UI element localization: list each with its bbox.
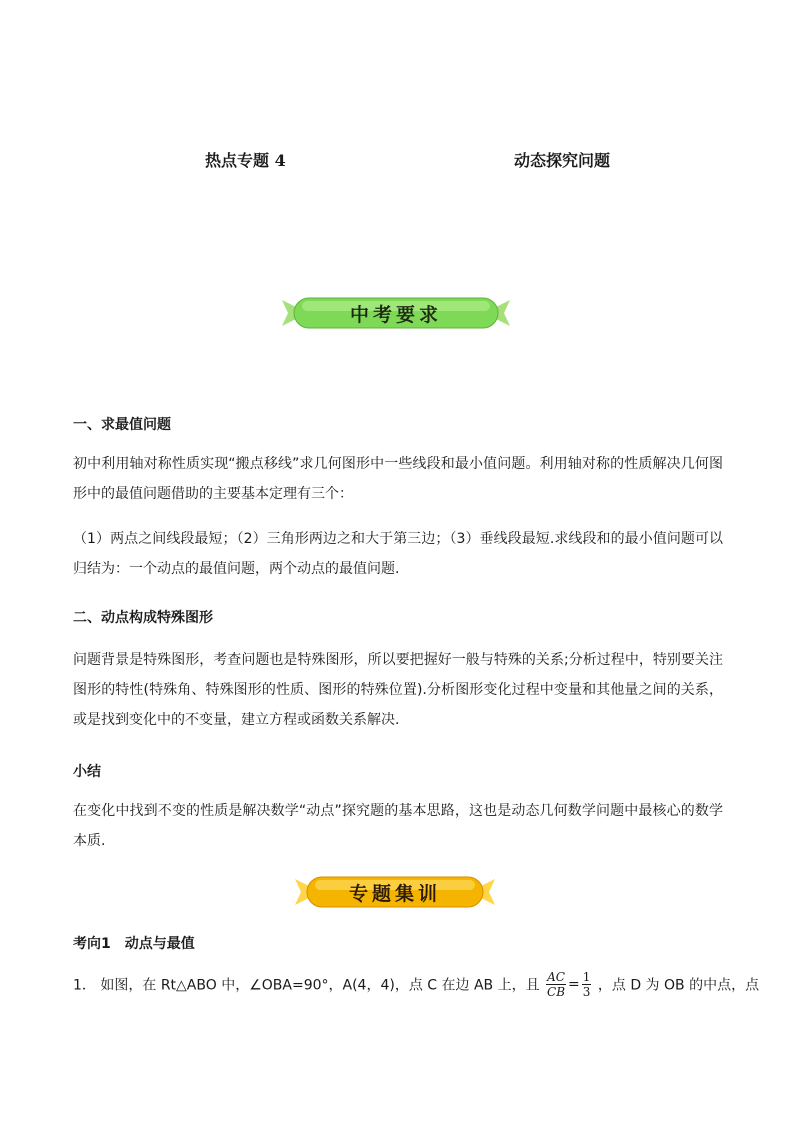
fraction-cb-denominator: CB <box>547 985 566 999</box>
section2-heading: 二、动点构成特殊图形 <box>73 610 213 626</box>
equals-sign: = <box>568 976 580 993</box>
requirements-banner <box>280 296 512 330</box>
page-title-topic-name: 动态探究问题 <box>514 151 611 170</box>
page-title-topic-number: 热点专题 4 <box>205 151 286 170</box>
section1-paragraph-1: 初中利用轴对称性质实现“搬点移线”求几何图形中一些线段和最小值问题。利用轴对称的性质解决几何图形中的最值问题借助的主要基本定理有三个： <box>73 456 723 502</box>
question-1-text-before: 如图，在 Rt△ABO 中，∠OBA=90°，A(4，4)，点 C 在边 AB 上，且 <box>100 977 540 994</box>
topic1-heading: 考向1 动点与最值 <box>73 936 195 952</box>
section1-heading: 一、求最值问题 <box>73 417 171 433</box>
section1-paragraph-2: （1）两点之间线段最短；（2）三角形两边之和大于第三边；（3）垂线段最短.求线段和的最小值问题可以归结为：一个动点的最值问题，两个动点的最值问题. <box>73 531 723 577</box>
summary-paragraph: 在变化中找到不变的性质是解决数学“动点”探究题的基本思路，这也是动态几何数学问题中最核心的数学本质. <box>73 803 723 849</box>
fraction-ac-over-cb <box>546 970 566 999</box>
question-1 <box>73 970 760 1010</box>
training-banner <box>293 875 497 909</box>
fraction-one-numerator: 1 <box>582 970 591 984</box>
training-banner-label: 专题集训 <box>348 882 441 905</box>
page-title <box>0 148 794 172</box>
fraction-one-third <box>582 970 592 999</box>
question-1-number: 1． <box>73 977 96 994</box>
fraction-ac-numerator: AC <box>547 970 565 984</box>
section2-paragraph: 问题背景是特殊图形，考查问题也是特殊图形，所以要把握好一般与特殊的关系;分析过程中，特别要关注图形的特性(特殊角、特殊图形的性质、图形的特殊位置).分析图形变化过程中变量和其他量之间的关系，或是找到变化中的不变量，建立方程或函数关系解决. <box>73 652 723 728</box>
question-1-text-after: ，点 D 为 OB 的中点，点 <box>597 977 760 994</box>
summary-heading: 小结 <box>73 764 101 780</box>
requirements-banner-label: 中考要求 <box>349 303 442 326</box>
fraction-three-denominator: 3 <box>582 985 591 999</box>
